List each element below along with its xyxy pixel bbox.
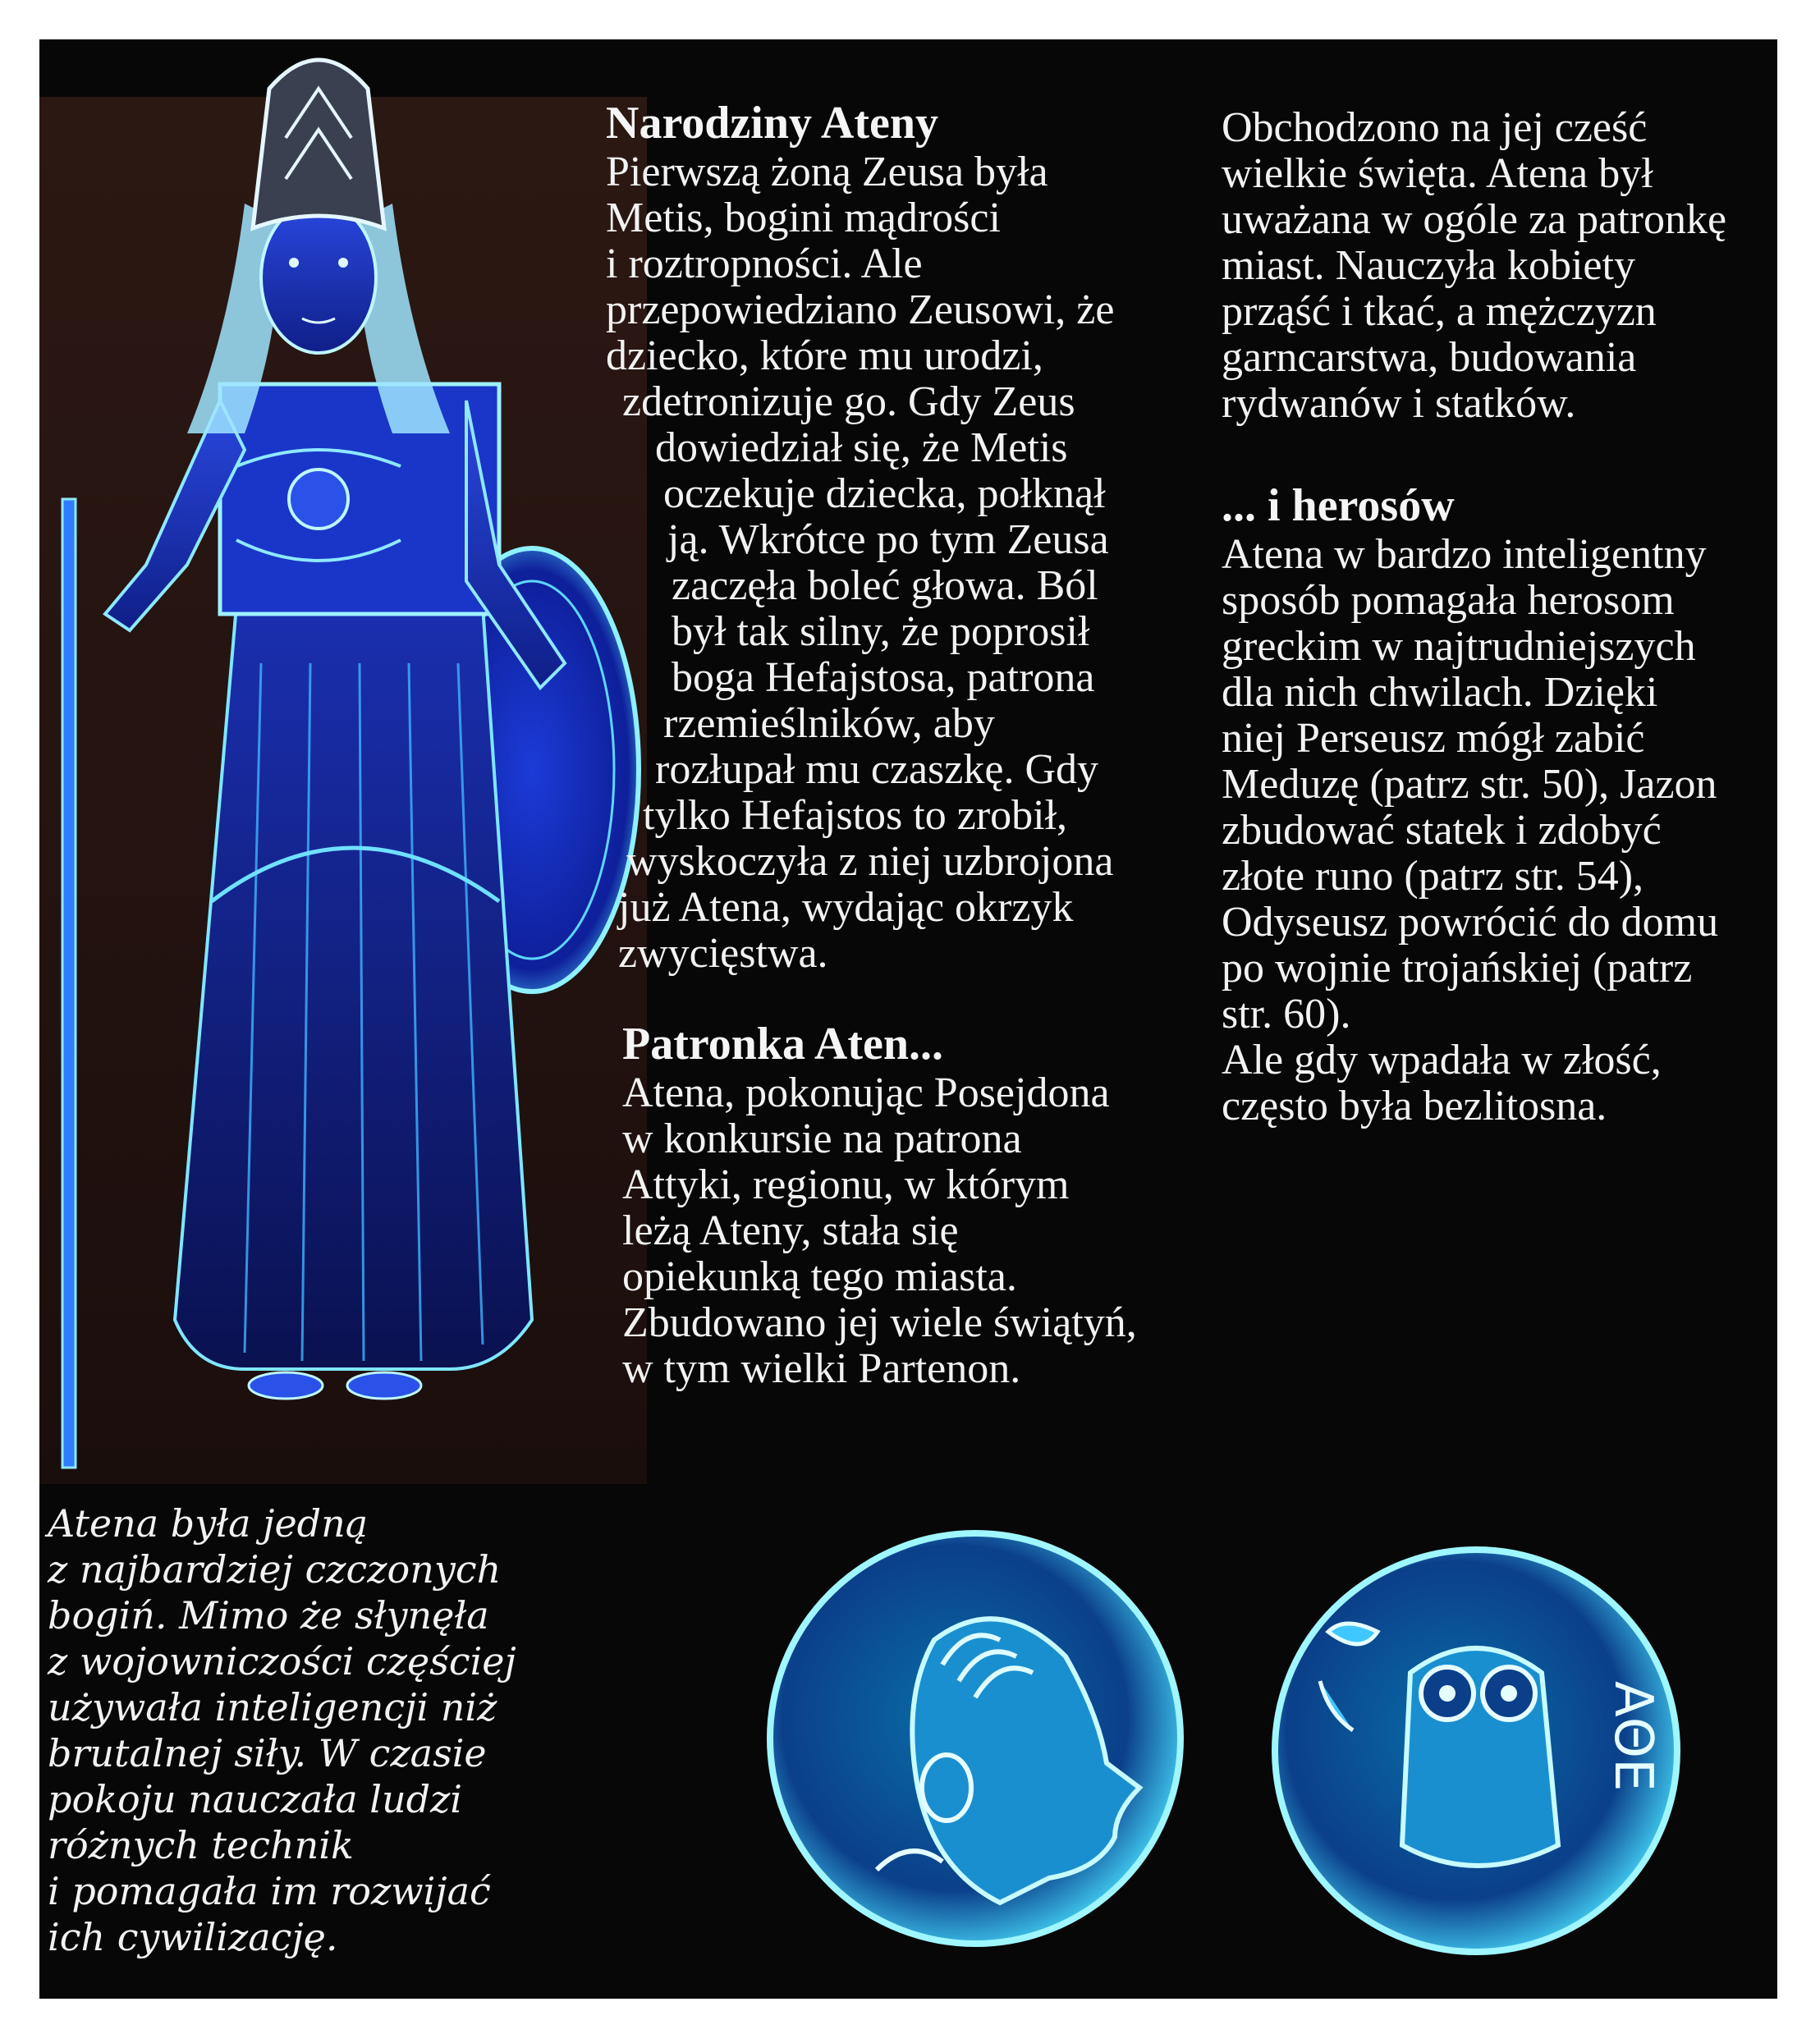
text-line: często była bezlitosna. bbox=[1222, 1083, 1607, 1129]
text-line: zbudować statek i zdobyć bbox=[1222, 807, 1662, 854]
text-line: w tym wielki Partenon. bbox=[622, 1345, 1021, 1392]
text-column-right bbox=[1222, 97, 1777, 1129]
text-line: i roztropności. Ale bbox=[606, 240, 923, 287]
text-line: sposób pomagała herosom bbox=[1222, 577, 1675, 624]
caption-line: ich cywilizację. bbox=[48, 1915, 338, 1959]
athena-statue-image bbox=[39, 39, 663, 1484]
text-line: dowiedział się, że Metis bbox=[655, 424, 1068, 471]
coin-inscription: ΑΘΕ bbox=[1602, 1681, 1663, 1792]
text-line: opiekunką tego miasta. bbox=[622, 1253, 1017, 1300]
athenian-coins-image bbox=[754, 1517, 1747, 1977]
caption-line: bogiń. Mimo że słynęła bbox=[48, 1593, 489, 1638]
text-line: w konkursie na patrona bbox=[622, 1115, 1022, 1162]
text-line: garncarstwa, budowania bbox=[1222, 334, 1637, 381]
text-line: dla nich chwilach. Dzięki bbox=[1222, 669, 1658, 716]
text-line: ją. Wkrótce po tym Zeusa bbox=[667, 516, 1109, 563]
text-line: oczekuje dziecka, połknął bbox=[663, 470, 1106, 517]
caption-line: pokoju nauczała ludzi bbox=[48, 1777, 463, 1821]
coin-reverse-owl bbox=[1275, 1550, 1677, 1952]
paragraph-herosow bbox=[1222, 532, 1777, 1129]
text-line: Meduzę (patrz str. 50), Jazon bbox=[1222, 761, 1717, 808]
book-page bbox=[39, 39, 1777, 1999]
text-line: wyskoczyła z niej uzbrojona bbox=[626, 838, 1114, 885]
text-line: Ale gdy wpadała w złość, bbox=[1222, 1037, 1662, 1083]
text-line: rydwanów i statków. bbox=[1222, 380, 1576, 427]
text-line: już Atena, wydając okrzyk bbox=[618, 884, 1074, 931]
coin-obverse-athena bbox=[770, 1533, 1180, 1944]
text-line: greckim w najtrudniejszych bbox=[1222, 623, 1696, 670]
paragraph-patronka-continued bbox=[1222, 105, 1777, 427]
heading-narodziny: Narodziny Ateny bbox=[606, 98, 938, 149]
paragraph-patronka bbox=[606, 1070, 1230, 1392]
text-line: tylko Hefajstos to zrobił, bbox=[643, 792, 1068, 839]
text-line: przepowiedziano Zeusowi, że bbox=[606, 286, 1115, 333]
text-line: Obchodzono na jej cześć bbox=[1222, 104, 1648, 151]
text-line: dziecko, które mu urodzi, bbox=[606, 332, 1043, 379]
caption-line: Atena była jedną bbox=[48, 1501, 369, 1546]
caption-line: różnych technik bbox=[48, 1823, 354, 1867]
text-line: wielkie święta. Atena był bbox=[1222, 150, 1653, 197]
statue-caption bbox=[48, 1500, 639, 1960]
text-line: str. 60). bbox=[1222, 991, 1351, 1038]
text-line: złote runo (patrz str. 54), bbox=[1222, 853, 1644, 900]
text-line: rzemieślników, aby bbox=[663, 700, 995, 747]
caption-line: z najbardziej czczonych bbox=[48, 1547, 502, 1592]
text-line: leżą Ateny, stała się bbox=[622, 1207, 959, 1254]
text-line: boga Hefajstosa, patrona bbox=[672, 654, 1095, 701]
caption-line: z wojowniczości częściej bbox=[48, 1639, 516, 1683]
caption-line: i pomagała im rozwijać bbox=[48, 1869, 491, 1913]
text-line: Atena, pokonując Posejdona bbox=[622, 1070, 1110, 1116]
caption-line: używała inteligencji niż bbox=[48, 1685, 497, 1729]
text-line: Metis, bogini mądrości bbox=[606, 195, 1001, 241]
heading-patronka: Patronka Aten... bbox=[622, 1019, 943, 1070]
text-line: po wojnie trojańskiej (patrz bbox=[1222, 945, 1693, 992]
text-line: rozłupał mu czaszkę. Gdy bbox=[655, 746, 1099, 793]
text-line: Pierwszą żoną Zeusa była bbox=[606, 149, 1048, 195]
text-line: Attyki, regionu, w którym bbox=[622, 1161, 1070, 1208]
text-line: zdetronizuje go. Gdy Zeus bbox=[622, 378, 1075, 425]
text-line: miast. Nauczyła kobiety bbox=[1222, 242, 1635, 289]
text-column-left bbox=[606, 97, 1230, 1392]
text-line: zaczęła boleć głowa. Ból bbox=[672, 562, 1098, 609]
caption-line: brutalnej siły. W czasie bbox=[48, 1731, 487, 1775]
heading-herosow: ... i herosów bbox=[1222, 480, 1455, 531]
text-line: uważana w ogóle za patronkę bbox=[1222, 196, 1727, 243]
text-line: prząść i tkać, a mężczyzn bbox=[1222, 288, 1657, 335]
text-line: Atena w bardzo inteligentny bbox=[1222, 531, 1707, 578]
text-line: niej Perseusz mógł zabić bbox=[1222, 715, 1645, 762]
text-line: Zbudowano jej wiele świątyń, bbox=[622, 1299, 1137, 1346]
paragraph-narodziny bbox=[606, 149, 1230, 977]
text-line: był tak silny, że poprosił bbox=[672, 608, 1090, 655]
text-line: zwycięstwa. bbox=[618, 930, 828, 977]
text-line: Odyseusz powrócić do domu bbox=[1222, 899, 1719, 946]
